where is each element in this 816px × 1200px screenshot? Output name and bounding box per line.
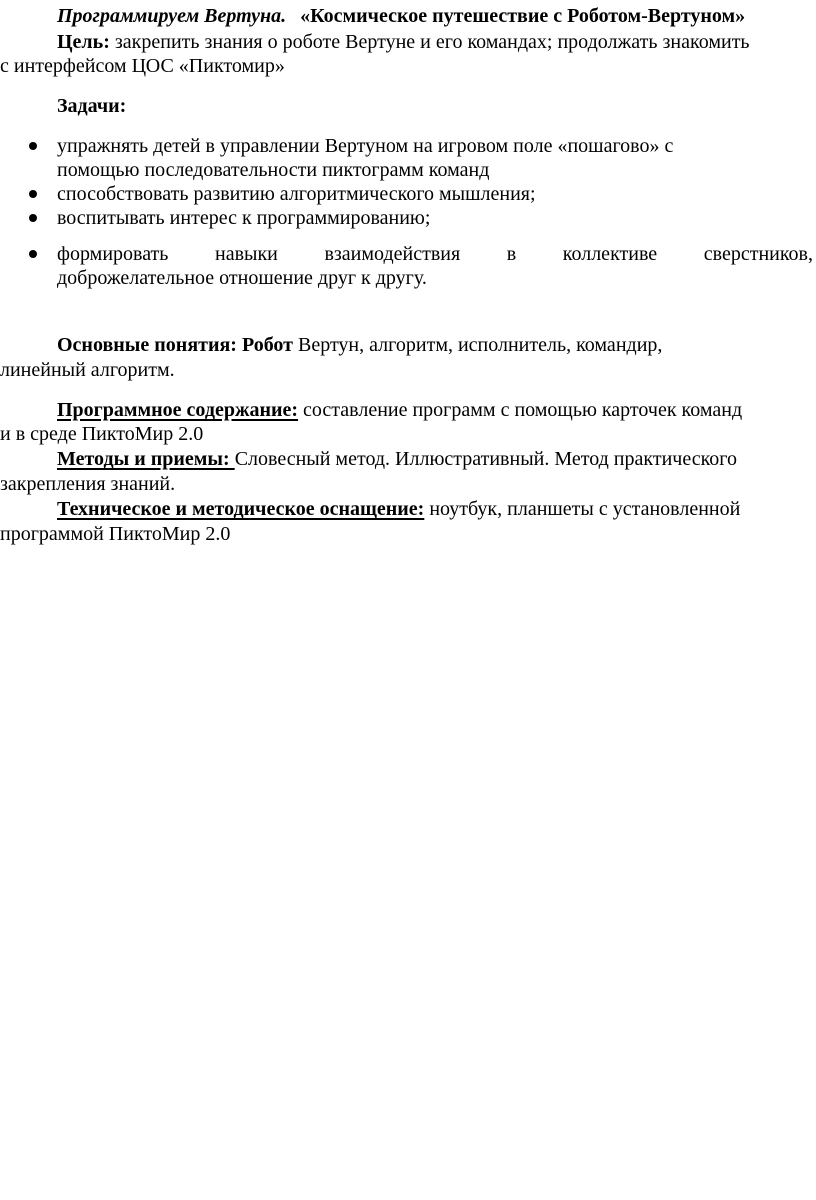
equipment-text-2: программой ПиктоМир 2.0 [0, 523, 231, 545]
bullet-icon [29, 214, 37, 222]
methods-text-2: закрепления знаний. [0, 473, 176, 495]
goal-line-1 [57, 30, 750, 54]
equipment-text-1: ноутбук, планшеты с установленной [424, 498, 741, 520]
methods-line-2 [0, 472, 175, 496]
list-item-line-1: воспитывать интерес к программированию; [57, 207, 431, 229]
program-content-text-2: и в среде ПиктоМир 2.0 [0, 423, 204, 445]
goal-label: Цель: [57, 31, 110, 53]
goal-text-2: с интерфейсом ЦОС «Пиктомир» [0, 55, 285, 77]
program-content-line-1 [57, 398, 813, 422]
goal-text-1: закрепить знания о роботе Вертуне и его командах; продолжать знакомить [109, 31, 750, 53]
goal-line-2 [0, 54, 285, 78]
list-item-line-1: способствовать развитию алгоритмического мышления; [57, 183, 536, 205]
program-content-line-2 [0, 422, 203, 446]
list-item-line-2: помощью последовательности пиктограмм команд [57, 159, 490, 181]
concepts-text-2: линейный алгоритм. [0, 359, 175, 381]
methods-line-1 [57, 447, 813, 471]
bullet-icon [29, 250, 37, 258]
concepts-text-1: Вертун, алгоритм, исполнитель, командир, [293, 334, 663, 356]
concepts-line-1 [57, 333, 662, 357]
title-italic-part: Программируем Вертуна. [57, 5, 287, 27]
title-bold-part: «Космическое путешествие с Роботом-Вертуном» [300, 5, 746, 27]
equipment-label: Техническое и методическое оснащение: [57, 498, 425, 520]
list-item-line-2: доброжелательное отношение друг к другу. [57, 267, 427, 289]
bullet-icon [29, 190, 37, 198]
methods-label: Методы и приемы: [57, 448, 235, 470]
equipment-line-1 [57, 497, 813, 521]
tasks-heading: Задачи: [57, 95, 127, 117]
equipment-line-2 [0, 522, 230, 546]
list-item-line-1: упражнять детей в управлении Вертуном на игровом поле «пошагово» с [57, 135, 674, 157]
program-content-text-1: составление программ с помощью карточек команд [298, 399, 743, 421]
concepts-line-2 [0, 358, 175, 382]
concepts-label: Основные понятия: Робот [57, 334, 293, 356]
bullet-icon [29, 142, 37, 150]
program-content-label: Программное содержание: [57, 399, 299, 421]
document-title [57, 4, 745, 28]
list-item-line-1: формировать навыки взаимодействия в коллективе сверстников, [57, 243, 813, 265]
methods-text-1: Словесный метод. Иллюстративный. Метод практического [234, 448, 738, 470]
